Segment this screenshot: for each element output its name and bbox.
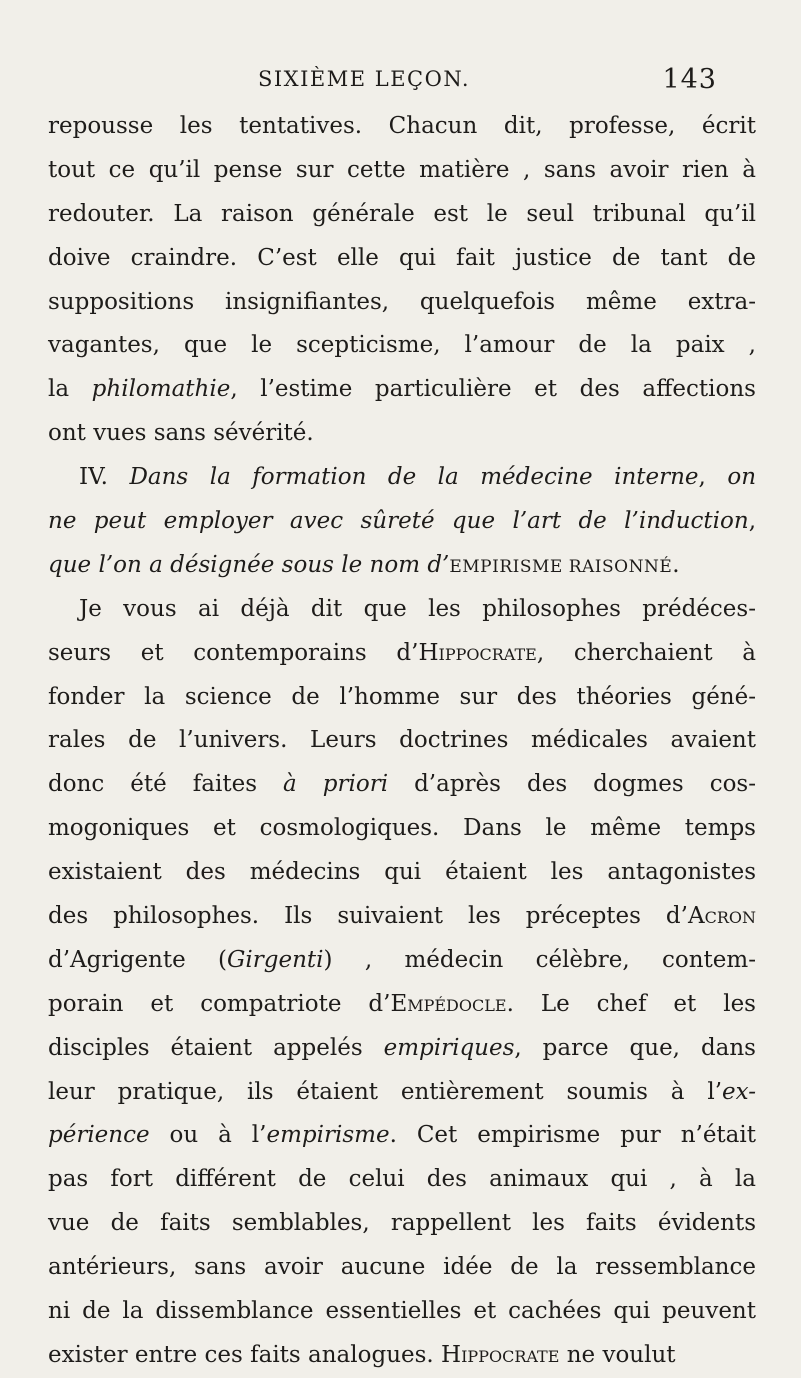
text-run: d’après des dogmes cos- bbox=[388, 771, 756, 798]
text-line bbox=[48, 281, 756, 325]
text-line bbox=[48, 193, 756, 237]
text-line bbox=[48, 1158, 756, 1202]
chapter-title: SIXIÈME LEÇON. bbox=[258, 67, 471, 91]
text-run: ne voulut bbox=[559, 1341, 676, 1368]
text-run: . Cet empirisme pur n’était bbox=[389, 1122, 756, 1149]
text-run: , cherchaient à bbox=[536, 639, 756, 666]
text-line bbox=[48, 456, 756, 500]
text-line bbox=[48, 237, 756, 281]
text-run: , parce que, dans bbox=[514, 1034, 756, 1061]
proper-name: Hippocrate bbox=[441, 1341, 560, 1368]
text-line bbox=[48, 149, 756, 193]
proper-name: Hippocrate bbox=[418, 639, 537, 666]
text-run: . Le chef et les bbox=[506, 990, 756, 1017]
text-run: ont vues sans sévérité. bbox=[48, 420, 314, 447]
text-run: donc été faites bbox=[48, 771, 284, 798]
running-head bbox=[0, 64, 801, 97]
text-run: seurs et contemporains d’ bbox=[48, 639, 419, 666]
text-line bbox=[48, 895, 756, 939]
text-run: ni de la dissemblance essentielles et cachées qui peuvent bbox=[48, 1298, 756, 1325]
text-line bbox=[48, 1114, 756, 1158]
text-line bbox=[48, 983, 756, 1027]
text-line bbox=[48, 1071, 756, 1115]
text-line bbox=[48, 632, 756, 676]
text-run: la bbox=[48, 376, 92, 403]
text-run: des philosophes. Ils suivaient les préceptes d’ bbox=[48, 903, 688, 930]
page-number: 143 bbox=[662, 64, 717, 95]
text-run: , bbox=[698, 464, 728, 491]
text-run: doive craindre. C’est elle qui fait justice de tant de bbox=[48, 244, 756, 271]
text-run: ou à l’ bbox=[149, 1122, 267, 1149]
text-run: . bbox=[672, 551, 680, 578]
text-run: vagantes, que le scepticisme, l’amour de la paix , bbox=[48, 332, 756, 359]
italic-text: ex- bbox=[722, 1078, 756, 1105]
text-line bbox=[48, 1334, 756, 1378]
text-run: ) , médecin célèbre, contem- bbox=[323, 946, 756, 973]
text-run: suppositions insignifiantes, quelquefois même extra- bbox=[48, 288, 756, 315]
text-run: repousse les tentatives. Chacun dit, professe, écrit bbox=[48, 113, 756, 139]
text-line bbox=[48, 807, 756, 851]
text-line bbox=[48, 105, 756, 149]
text-run: disciples étaient appelés bbox=[48, 1034, 384, 1061]
text-line bbox=[48, 368, 756, 412]
text-line bbox=[48, 719, 756, 763]
text-run: antérieurs, sans avoir aucune idée de la ressemblance bbox=[48, 1254, 756, 1281]
italic-text: philomathie bbox=[91, 376, 231, 403]
text-run: exister entre ces faits analogues. bbox=[48, 1341, 442, 1368]
italic-text: Dans la formation de la médecine interne bbox=[129, 464, 699, 491]
italic-text: empirisme bbox=[266, 1122, 390, 1149]
text-run: rales de l’univers. Leurs doctrines médicales avaient bbox=[48, 727, 756, 754]
text-line bbox=[48, 324, 756, 368]
text-run: redouter. La raison générale est le seul tribunal qu’il bbox=[48, 200, 756, 227]
text-line bbox=[48, 676, 756, 720]
text-line bbox=[48, 1246, 756, 1290]
text-run: , l’estime particulière et des affections bbox=[230, 376, 756, 403]
text-run: Je vous ai déjà dit que les philosophes prédéces- bbox=[79, 595, 756, 622]
text-run: porain et compatriote d’ bbox=[48, 990, 391, 1017]
text-line bbox=[48, 500, 756, 544]
small-caps-term: EMPIRISME RAISONNÉ bbox=[449, 556, 673, 577]
text-line bbox=[48, 1027, 756, 1071]
text-line bbox=[48, 412, 756, 456]
proper-name: Empédocle bbox=[390, 990, 507, 1017]
italic-text: que l’on a désignée sous le nom d’ bbox=[48, 551, 450, 578]
text-run: d’Agrigente ( bbox=[48, 946, 228, 973]
text-run: tout ce qu’il pense sur cette matière , sans avoir rien à bbox=[48, 156, 756, 183]
body-text bbox=[48, 105, 756, 1378]
text-line bbox=[48, 544, 756, 588]
text-line bbox=[48, 1290, 756, 1334]
text-run: IV. bbox=[79, 464, 130, 491]
proper-name: Acron bbox=[687, 903, 756, 930]
text-line bbox=[48, 939, 756, 983]
text-line bbox=[48, 851, 756, 895]
text-run: fonder la science de l’homme sur des théories géné- bbox=[48, 683, 756, 710]
text-run: leur pratique, ils étaient entièrement soumis à l’ bbox=[48, 1078, 723, 1105]
text-run: vue de faits semblables, rappellent les faits évidents bbox=[48, 1210, 756, 1237]
italic-text: périence bbox=[48, 1122, 150, 1149]
text-run: pas fort différent de celui des animaux qui , à la bbox=[48, 1166, 756, 1193]
text-run: , bbox=[748, 508, 756, 535]
italic-text: à priori bbox=[283, 771, 389, 798]
text-line bbox=[48, 1202, 756, 1246]
italic-text: Girgenti bbox=[227, 946, 324, 973]
text-line bbox=[48, 588, 756, 632]
italic-text: ne peut employer avec sûreté que l’art de l’induction bbox=[48, 508, 749, 535]
text-run: existaient des médecins qui étaient les antagonistes bbox=[48, 859, 756, 886]
text-run: mogoniques et cosmologiques. Dans le même temps bbox=[48, 815, 756, 842]
italic-text: on bbox=[727, 464, 757, 491]
text-line bbox=[48, 763, 756, 807]
italic-text: empiriques bbox=[383, 1034, 515, 1061]
